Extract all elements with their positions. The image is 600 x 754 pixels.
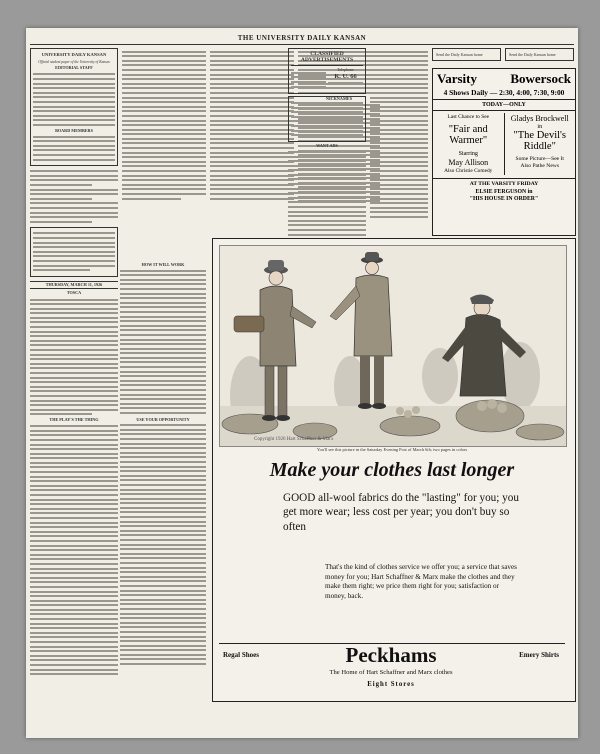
ad-headline: Make your clothes last longer bbox=[269, 459, 515, 481]
regal-shoes: Regal Shoes bbox=[223, 651, 259, 659]
varsity-feature bbox=[433, 113, 505, 175]
store-tagline: The Home of Hart Schaffner and Marx clothes bbox=[329, 669, 453, 676]
classified-column bbox=[288, 48, 366, 238]
his-house-in-order: "HIS HOUSE IN ORDER" bbox=[469, 196, 539, 202]
want-ads-heading: WANT ADS bbox=[316, 142, 338, 148]
christie-comedy: Also Christie Comedy bbox=[444, 168, 493, 174]
ad-send-kansan-1: Send the Daily Kansan home bbox=[432, 48, 501, 61]
starring-label: Starring bbox=[458, 151, 478, 157]
classified-header-box bbox=[288, 48, 366, 94]
elsie-ferguson: ELSIE FERGUSON in bbox=[475, 189, 533, 195]
store-name: Peckhams bbox=[345, 643, 437, 667]
paper-title: UNIVERSITY DAILY KANSAN bbox=[41, 52, 107, 57]
bowersock-feature bbox=[505, 113, 576, 175]
theater-ad bbox=[432, 68, 576, 236]
in-label: in bbox=[537, 124, 543, 130]
board-members-heading: BOARD MEMBERS bbox=[55, 127, 93, 133]
bowersock-title: Bowersock bbox=[510, 71, 571, 86]
paper-subtitle: Official student paper of the University of Kansas bbox=[38, 59, 110, 64]
nicknames-heading: NICKNAMES bbox=[325, 95, 353, 101]
today-only: TODAY—ONLY bbox=[482, 102, 526, 108]
top-right-ads bbox=[432, 48, 574, 66]
illustration-copyright: Copyright 1926 Hart Schaffner & Marx bbox=[254, 437, 334, 442]
pathe-news: Also Pathe News bbox=[520, 163, 560, 169]
ad-illustration bbox=[219, 245, 567, 447]
last-chance: Last Chance to See bbox=[447, 114, 489, 120]
news-column-3-lower bbox=[120, 260, 206, 730]
news-column-mid bbox=[208, 48, 286, 236]
paper-info-box bbox=[30, 48, 118, 166]
masthead: THE UNIVERSITY DAILY KANSAN bbox=[237, 34, 367, 42]
ad-send-kansan-2: Send the Daily Kansan home bbox=[505, 48, 574, 61]
ad-body-service: That's the kind of clothes service we offer you; a service that saves money for you; Hart Schaffner & Marx make the clothes and they make them right; we price them right for you; satisfaction or money, back. bbox=[325, 563, 517, 600]
play-heading: THE PLAY'S THE THING bbox=[49, 416, 99, 422]
emery-shirts: Emery Shirts bbox=[519, 651, 559, 659]
issue-date: THURSDAY, MARCH 11, 1926 bbox=[30, 281, 118, 290]
devils-riddle-title: "The Devil's Riddle" bbox=[513, 130, 567, 152]
editorial-staff-heading: EDITORIAL STAFF bbox=[55, 65, 93, 71]
eight-stores: Eight Stores bbox=[367, 681, 415, 688]
ad-body-lead: GOOD all-wool fabrics do the "lasting" for you; you get more wear; less cost per year; you don't buy so often bbox=[283, 492, 519, 533]
classified-phone: K. U. 66 bbox=[334, 72, 357, 80]
peckhams-ad bbox=[212, 238, 576, 702]
how-heading: HOW IT WILL WORK bbox=[141, 262, 185, 267]
tosca-heading: TOSCA bbox=[66, 290, 82, 296]
star-name: May Allison bbox=[448, 158, 489, 167]
show-times: 4 Shows Daily — 2:30, 4:00, 7:30, 9:00 bbox=[443, 88, 565, 97]
market-scene-illustration bbox=[220, 246, 566, 446]
masthead-rule bbox=[30, 44, 574, 45]
editorial-column bbox=[30, 48, 118, 728]
fair-and-warmer-title: "Fair and Warmer" bbox=[448, 124, 488, 146]
use-opportunity-heading: USE YOUR OPPORTUNITY bbox=[136, 416, 190, 422]
varsity-title: Varsity bbox=[437, 71, 477, 86]
some-picture: Some Picture—See It bbox=[515, 156, 564, 162]
gladys-brockwell: Gladys Brockwell bbox=[510, 114, 569, 123]
ad-caption: You'll see this picture in the Saturday Evening Post of March 6th; two pages in colors bbox=[316, 447, 468, 452]
varsity-friday: AT THE VARSITY FRIDAY bbox=[469, 181, 539, 187]
classified-title: CLASSIFIED ADVERTISEMENTS bbox=[300, 51, 354, 63]
classified-phone-label: Telephone bbox=[337, 67, 354, 72]
classified-column-2 bbox=[370, 48, 428, 238]
